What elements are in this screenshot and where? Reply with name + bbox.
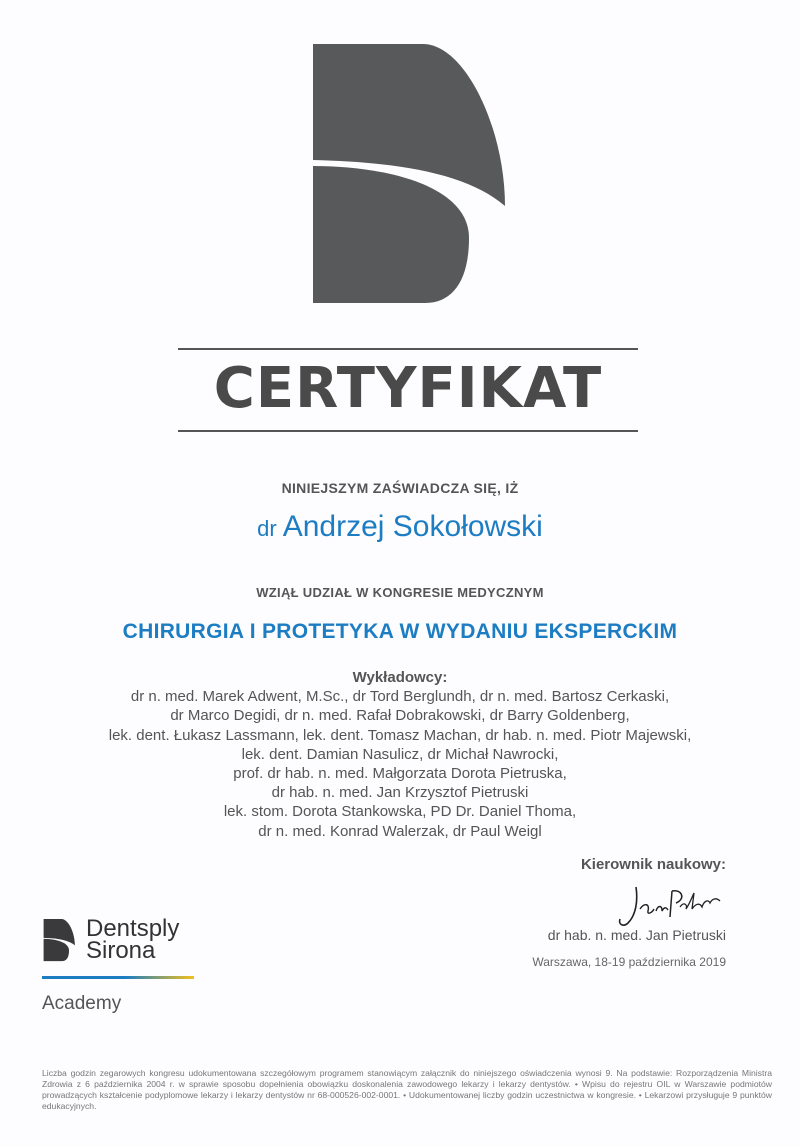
lecturers-list [50, 668, 750, 841]
scientific-director [532, 856, 726, 969]
lecturer-line: lek. dent. Łukasz Lassmann, lek. dent. Tomasz Machan, dr hab. n. med. Piotr Majewski, [108, 726, 692, 744]
participation-statement: WZIĄŁ UDZIAŁ W KONGRESIE MEDYCZNYM [256, 585, 544, 600]
legal-footnote: Liczba godzin zegarowych kongresu udokumentowana szczegółowym programem stanowiącym załącznik do niniejszego oświadczenia wynosi 9. Na podstawie: Rozporządzenia Ministra Zdrowia z 6 października 2004 r. w sprawie sposobu dopełnienia obowiązku doskonalenia zawodowego lekarzy i lekarzy dentystów. • Wpisu do rejestru OIL w Warszawie podmiotów prowadzących kształcenie podyplomowe lekarzy i lekarzy dentystów nr 68-000526-002-0001. • Udokumentowanej liczby godzin uczestnictwa w kongresie. • Lekarzowi przysługuje 9 punktów edukacyjnych. [42, 1068, 772, 1111]
brand-name-line1: Dentsply [86, 915, 180, 942]
dentsply-sirona-small-logo [42, 918, 76, 962]
dentsply-sirona-s-logo [305, 38, 510, 308]
brand-accent-line [42, 976, 194, 979]
lecturer-line: dr hab. n. med. Jan Krzysztof Pietruski [271, 784, 529, 802]
hereby-statement: NINIEJSZYM ZAŚWIADCZA SIĘ, IŻ [281, 480, 519, 496]
lecturer-line: lek. stom. Dorota Stankowska, PD Dr. Daniel Thoma, [223, 803, 577, 821]
title-top-rule [178, 348, 638, 350]
lecturer-line: prof. dr hab. n. med. Małgorzata Dorota Pietruska, [233, 765, 567, 783]
director-name: dr hab. n. med. Jan Pietruski [547, 927, 726, 943]
brand-name [86, 915, 180, 964]
recipient-title: dr [257, 516, 277, 541]
title-bottom-rule [178, 430, 638, 432]
lecturer-line: dr n. med. Marek Adwent, M.Sc., dr Tord Berglundh, dr n. med. Bartosz Cerkaski, [130, 688, 670, 706]
lecturer-line: dr Marco Degidi, dr n. med. Rafał Dobrakowski, dr Barry Goldenberg, [170, 707, 630, 725]
recipient-name: Andrzej Sokołowski [282, 510, 543, 543]
congress-title: CHIRURGIA I PROTETYKA W WYDANIU EKSPERCKIM [122, 620, 678, 643]
title-block [178, 348, 638, 432]
director-label: Kierownik naukowy: [580, 856, 726, 873]
recipient-name-line [0, 510, 800, 544]
lecturer-line: lek. dent. Damian Nasulicz, dr Michał Nawrocki, [241, 745, 559, 763]
brand-block [42, 915, 202, 1015]
brand-name-line2: Sirona [86, 937, 156, 964]
certificate-title: CERTYFIKAT [213, 356, 603, 421]
lecturers-heading: Wykładowcy: [352, 669, 448, 686]
academy-label: Academy [42, 993, 122, 1014]
place-and-date: Warszawa, 18-19 października 2019 [532, 955, 726, 969]
handwritten-signature [606, 877, 726, 931]
lecturer-line: dr n. med. Konrad Walerzak, dr Paul Weigl [258, 822, 542, 840]
